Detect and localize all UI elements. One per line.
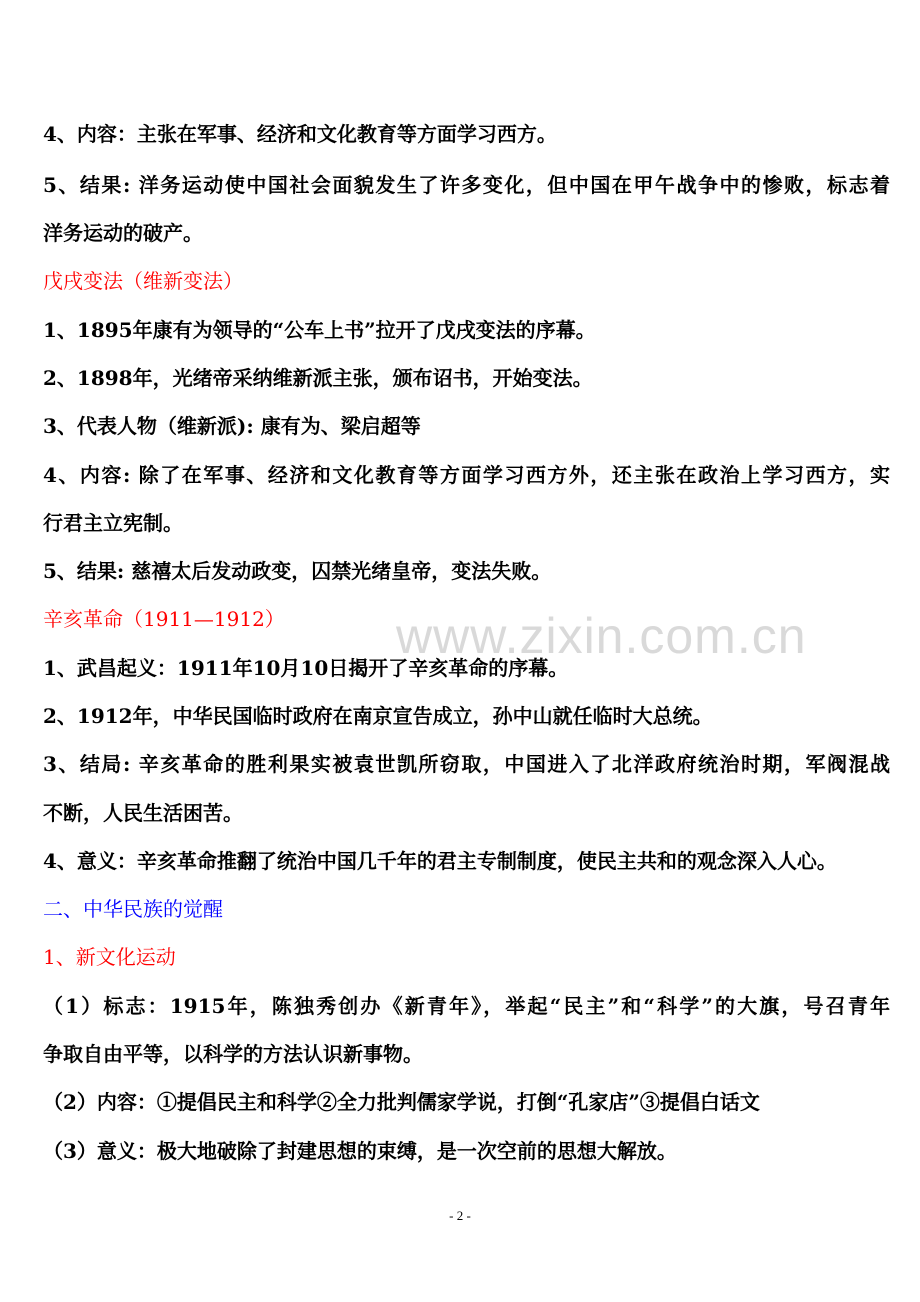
paragraph-line: （1）标志：1915年，陈独秀创办《新青年》，举起“民主”和“科学”的大旗，号召青年 — [43, 994, 890, 1018]
paragraph-line: 行君主立宪制。 — [43, 511, 183, 535]
paragraph-line: 3、代表人物（维新派): 康有为、梁启超等 — [43, 414, 421, 438]
paragraph-line: 2、1898年，光绪帝采纳维新派主张，颁布诏书，开始变法。 — [43, 366, 593, 390]
section-heading: 辛亥革命（1911—1912） — [43, 607, 285, 631]
paragraph-line: 1、武昌起义：1911年10月10日揭开了辛亥革命的序幕。 — [43, 656, 569, 680]
paragraph-line: 4、内容: 除了在军事、经济和文化教育等方面学习西方外，还主张在政治上学习西方，实 — [43, 463, 890, 487]
paragraph-line: （3）意义：极大地破除了封建思想的束缚，是一次空前的思想大解放。 — [43, 1139, 677, 1163]
chapter-heading: 二、中华民族的觉醒 — [43, 897, 223, 921]
paragraph-line: 5、结果: 慈禧太后发动政变，囚禁光绪皇帝，变法失败。 — [43, 559, 552, 583]
paragraph-line: 5、结果: 洋务运动使中国社会面貌发生了许多变化，但中国在甲午战争中的惨败，标志着 — [43, 173, 890, 197]
page-number: - 2 - — [449, 1208, 471, 1223]
paragraph-line: 3、结局: 辛亥革命的胜利果实被袁世凯所窃取，中国进入了北洋政府统治时期，军阀混战 — [43, 752, 890, 776]
paragraph-line: 1、1895年康有为领导的“公车上书”拉开了戊戌变法的序幕。 — [43, 318, 596, 342]
paragraph-line: 洋务运动的破产。 — [43, 221, 203, 245]
paragraph-line: 4、内容：主张在军事、经济和文化教育等方面学习西方。 — [43, 122, 557, 146]
paragraph-line: 4、意义：辛亥革命推翻了统治中国几千年的君主专制制度，使民主共和的观念深入人心。 — [43, 849, 837, 873]
section-heading: 戊戌变法（维新变法） — [43, 269, 243, 293]
paragraph-line: （2）内容：①提倡民主和科学②全力批判儒家学说，打倒“孔家店”③提倡白话文 — [43, 1090, 760, 1114]
watermark: www.zixin.com.cn — [396, 608, 807, 664]
section-heading: 1、新文化运动 — [43, 945, 176, 969]
paragraph-line: 不断，人民生活困苦。 — [43, 801, 243, 825]
paragraph-line: 争取自由平等，以科学的方法认识新事物。 — [43, 1042, 423, 1066]
paragraph-line: 2、1912年，中华民国临时政府在南京宣告成立，孙中山就任临时大总统。 — [43, 704, 713, 728]
